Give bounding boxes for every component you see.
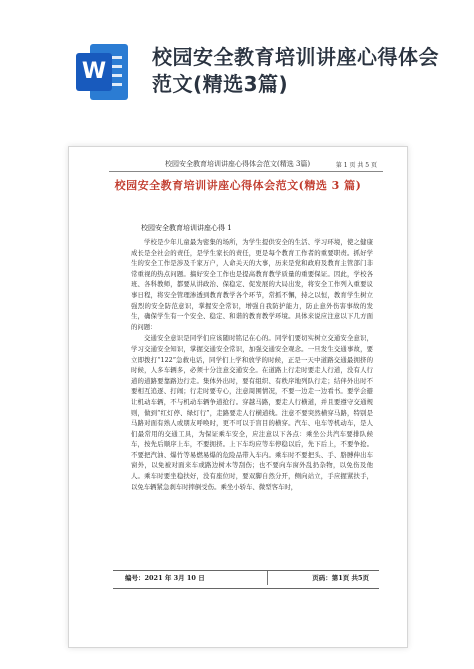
document-title: 校园安全教育培训讲座心得体会范文(精选3篇) <box>152 45 439 96</box>
section-heading: 校园安全教育培训讲座心得 1 <box>141 224 232 232</box>
page-footer <box>113 573 379 585</box>
footer-divider <box>267 571 268 585</box>
word-icon-letter: W <box>76 53 112 91</box>
body-text <box>131 237 373 493</box>
footer-date: 编号：2021 年 3月 10 日 <box>125 574 205 582</box>
main-title: 校园安全教育培训讲座心得体会范文(精选 3 篇) <box>114 179 362 192</box>
word-document-icon <box>76 44 128 100</box>
header-rule <box>109 171 383 172</box>
paragraph: 交通安全意识是同学们应该随时铭记在心的。同学们要切实树立交通安全意识，学习交通安全知识，掌握交通安全常识，加强交通安全观念。一旦发生交通事故，要立即拨打“122”急救电话，同学们上学和放学的时候，正是一天中道路交通最拥挤的时候，人多车辆多，必须十分注意交通安全。在道路上行走时要走人行道，没有人行道的道路要靠路边行走。集体外出时，要有组织、有秩序地列队行走；结伴外出时不要相互追逐、打闹；行走时要专心，注意周围情况，不要一边走一边看书。要学会避让机动车辆，不与机动车辆争道抢行。穿越马路，要走人行横道，并且要遵守交通规则，做到“红灯停、绿灯行”，走路要走人行横道线。注意不要突然横穿马路，特别是马路对面有熟人或朋友呼唤时，更不可以于盲目的横穿。汽车、电车等机动车，是人们最常用的交通工具，为保证乘车安全，应注意以下各点：乘坐公共汽车要排队候车，按先后顺序上车，不要拥挤。上下车均应等车停稳以后，先下后上，不要争抢。不要把汽油、爆竹等易燃易爆的危险品带入车内。乘车时不要把头、手、胳膊伸出车窗外，以免被对面来车或路边树木等刮伤；也不要向车窗外乱扔杂物，以免伤及他人。乘车时要坐稳扶好，没有座位时，要双脚自然分开，侧向站立，手应握紧扶手，以免车辆紧急刹车时摔倒受伤。乘坐小轿车、微型客车时， <box>131 334 373 491</box>
document-page-preview <box>68 146 408 648</box>
footer-rule-top <box>113 570 379 571</box>
footer-rule-bottom <box>113 588 379 589</box>
document-banner <box>0 0 474 118</box>
footer-page-info: 页码：第1页 共5页 <box>312 574 369 582</box>
header-page-number: 第 1 页 共 5 页 <box>335 162 377 169</box>
paragraph: 学校是少年儿童最为密集的场所，为学生提供安全的生活、学习环境，使之健康成长是全社会的责任，是学生家长的责任，更是每个教育工作者的重要职责。抓好学生的安全工作是涉及千家万户，人命关天的大事，历来是党和政府及教育主管部门非常重视的热点问题。搞好安全工作也是提高教育教学质量的重要保证。因此，学校各班、各科教师，都要从讲政治、保稳定、促发展的大局出发，将安全工作列入重要议事日程，将安全管理渗透到教育教学各个环节，常抓不懈，持之以恒，教育学生树立强烈的安全防范意识，掌握安全常识，增强自我防护能力，防止意外伤害事故的发生，确保学生有一个安全、稳定、和谐的教育教学环境。具体来说应注意以下几方面的问题： <box>131 238 373 331</box>
running-header: 校园安全教育培训讲座心得体会范文(精选 3篇) <box>165 160 311 168</box>
